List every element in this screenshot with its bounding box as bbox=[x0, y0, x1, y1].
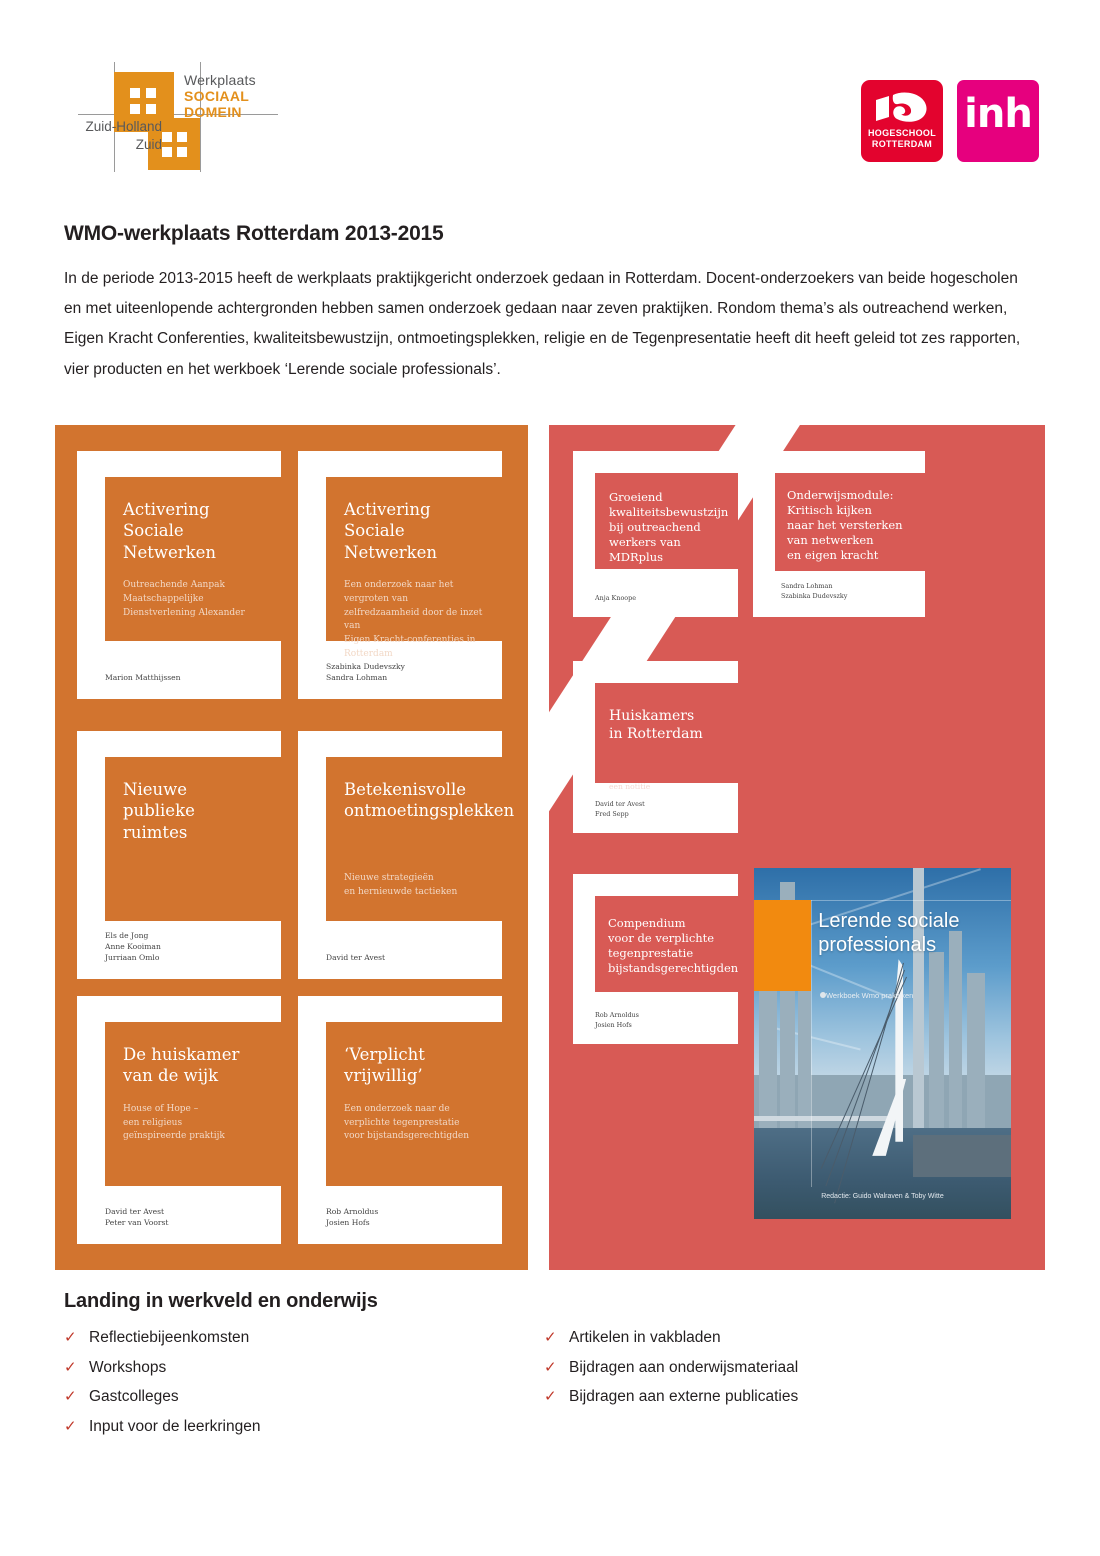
book-cover bbox=[573, 874, 738, 1044]
cover-band bbox=[105, 757, 281, 921]
cover-authors: Anja Knoope bbox=[595, 593, 637, 602]
logo-sociaal-domein-label: SOCIAAL DOMEIN bbox=[184, 88, 249, 121]
list-item bbox=[64, 1359, 544, 1378]
book-cover bbox=[298, 996, 502, 1244]
cover-title: Betekenisvolle ontmoetingsplekken bbox=[344, 780, 515, 821]
reports-panel-orange bbox=[55, 425, 528, 1270]
werkplaats-sociaal-domein-logo bbox=[78, 56, 278, 174]
list-item-label: Gastcolleges bbox=[89, 1388, 179, 1406]
publications-panels bbox=[55, 425, 1045, 1270]
book-cover bbox=[298, 451, 502, 699]
cover-hairline bbox=[811, 900, 812, 1188]
landing-column-left bbox=[64, 1329, 544, 1447]
orange-accent-tab bbox=[754, 900, 811, 991]
cover-authors: Marion Matthijssen bbox=[105, 673, 181, 682]
cover-subtitle: House of Hope – een religieus geïnspireerde praktijk bbox=[123, 1103, 225, 1142]
cover-band bbox=[326, 477, 502, 659]
cover-band bbox=[326, 1022, 502, 1186]
list-item bbox=[544, 1329, 1024, 1348]
inholland-wordmark: inh bbox=[964, 91, 1032, 137]
cover-authors: Rob Arnoldus Josien Hofs bbox=[595, 1011, 639, 1029]
hr-line1: HOGESCHOOL bbox=[867, 128, 936, 138]
list-item bbox=[64, 1388, 544, 1407]
book-cover bbox=[298, 731, 515, 979]
book-cover bbox=[573, 451, 738, 617]
list-item-label: Bijdragen aan externe publicaties bbox=[569, 1388, 799, 1406]
cover-band bbox=[595, 473, 738, 569]
cover-band bbox=[105, 1022, 281, 1186]
page-title: WMO-werkplaats Rotterdam 2013-2015 bbox=[64, 222, 444, 245]
page-header bbox=[0, 0, 1100, 180]
check-icon: ✓ bbox=[64, 1329, 77, 1346]
workbook-subtitle: Werkboek Wmo praktijken bbox=[825, 990, 914, 1000]
list-item bbox=[64, 1418, 544, 1437]
cover-authors: Sandra Lohman Szabinka Dudevszky bbox=[781, 582, 848, 600]
logo-region-label: Zuid-Holland Zuid bbox=[85, 119, 162, 153]
cover-subtitle: Outreachende Aanpak Maatschappelijke Dienstverlening Alexander bbox=[123, 580, 245, 618]
cover-title: Groeiend kwaliteitsbewustzijn bij outreachend werkers van MDRplus bbox=[609, 490, 729, 564]
building bbox=[967, 973, 985, 1127]
landing-heading: Landing in werkveld en onderwijs bbox=[64, 1290, 378, 1312]
intro-section bbox=[64, 222, 1026, 385]
check-icon: ✓ bbox=[64, 1388, 77, 1406]
cover-band bbox=[595, 896, 738, 992]
building bbox=[929, 952, 944, 1128]
cover-title: Huiskamers in Rotterdam bbox=[609, 708, 703, 743]
cover-subtitle: Nieuwe strategieën en hernieuwde tactieken bbox=[344, 872, 458, 897]
check-icon: ✓ bbox=[544, 1358, 557, 1376]
workbook-title: Lerende sociale professionals bbox=[818, 910, 960, 956]
landing-columns bbox=[64, 1329, 1024, 1447]
cover-subtitle: Een onderzoek naar de verplichte tegenprestatie voor bijstandsgerechtigden bbox=[344, 1103, 469, 1142]
book-cover bbox=[77, 731, 281, 979]
check-icon: ✓ bbox=[64, 1417, 77, 1435]
bullet-dot-icon bbox=[820, 992, 826, 998]
book-cover bbox=[573, 661, 738, 833]
cover-title: Nieuwe publieke ruimtes bbox=[123, 780, 195, 842]
pier-structure bbox=[913, 1135, 1011, 1177]
list-item bbox=[64, 1329, 544, 1348]
cover-subtitle: een notitie bbox=[609, 782, 651, 792]
workbook-photo-cover bbox=[754, 868, 1011, 1219]
list-item bbox=[544, 1359, 1024, 1378]
check-icon: ✓ bbox=[544, 1329, 557, 1346]
landing-column-right bbox=[544, 1329, 1024, 1447]
cover-title: Compendium voor de verplichte tegenprestatie bijstandsgerechtigden bbox=[608, 916, 739, 975]
cover-authors: Els de Jong Anne Kooiman Jurriaan Omlo bbox=[105, 931, 161, 962]
rotterdam-emblem-icon bbox=[873, 91, 931, 127]
list-item-label: Input voor de leerkringen bbox=[89, 1417, 261, 1435]
hr-line2: ROTTERDAM bbox=[871, 139, 933, 150]
book-cover bbox=[753, 451, 925, 617]
cover-title: Activering Sociale Netwerken bbox=[123, 500, 216, 562]
check-icon: ✓ bbox=[64, 1358, 77, 1376]
products-panel-red bbox=[549, 425, 1045, 1270]
cover-title: Activering Sociale Netwerken bbox=[344, 500, 437, 562]
building bbox=[913, 868, 923, 1128]
cover-hairline bbox=[811, 900, 1011, 901]
cover-title: ‘Verplicht vrijwillig’ bbox=[344, 1045, 425, 1086]
cover-band bbox=[105, 477, 281, 641]
list-item-label: Workshops bbox=[89, 1358, 167, 1376]
cover-authors: Szabinka Dudevszky Sandra Lohman bbox=[326, 662, 405, 682]
check-icon: ✓ bbox=[544, 1388, 557, 1406]
list-item-label: Artikelen in vakbladen bbox=[569, 1329, 721, 1346]
inholland-logo bbox=[957, 80, 1039, 162]
cover-authors: David ter Avest bbox=[326, 953, 386, 962]
list-item-label: Bijdragen aan onderwijsmateriaal bbox=[569, 1358, 799, 1376]
cover-band bbox=[595, 683, 738, 792]
cover-band bbox=[326, 757, 515, 921]
logo-werkplaats-label: Werkplaats bbox=[184, 72, 256, 88]
cover-authors: Rob Arnoldus Josien Hofs bbox=[326, 1207, 379, 1227]
building bbox=[949, 931, 962, 1128]
cover-band bbox=[775, 473, 925, 571]
cover-title: De huiskamer van de wijk bbox=[123, 1045, 240, 1086]
intro-paragraph: In de periode 2013-2015 heeft de werkplaats praktijkgericht onderzoek gedaan in Rotterdam. Docent-onderzoekers van beide hogescholen en met uiteenlopende achtergronden hebben samen onderzoek gedaan naar zeven praktijken. Rondom thema’s als outreachend werken, Eigen Kracht Conferenties, kwaliteitsbewustzijn, ontmoetingsplekken, religie en de Tegenpresentatie heeft dit heeft geleid tot zes rapporten, vier producten en het werkboek ‘Lerende sociale professionals’. bbox=[64, 270, 1021, 378]
list-item bbox=[544, 1388, 1024, 1407]
landing-section bbox=[64, 1290, 1024, 1447]
cover-authors: David ter Avest Peter van Voorst bbox=[105, 1207, 169, 1227]
cover-authors: David ter Avest Fred Sepp bbox=[595, 800, 645, 818]
logo-wordmark bbox=[184, 72, 278, 120]
bridge-deck bbox=[754, 1116, 903, 1121]
list-item-label: Reflectiebijeenkomsten bbox=[89, 1329, 250, 1346]
book-cover bbox=[77, 451, 281, 699]
book-cover bbox=[77, 996, 281, 1244]
hogeschool-rotterdam-label bbox=[861, 128, 943, 151]
cover-title: Onderwijsmodule: Kritisch kijken naar het versterken van netwerken en eigen kracht bbox=[787, 488, 903, 562]
cover-subtitle: Een onderzoek naar het vergroten van zelfredzaamheid door de inzet van Eigen Kracht-conferenties in Rotterdam bbox=[344, 580, 483, 659]
workbook-credit: Redactie: Guido Walraven & Toby Witte bbox=[821, 1192, 944, 1200]
hogeschool-rotterdam-logo bbox=[861, 80, 943, 162]
